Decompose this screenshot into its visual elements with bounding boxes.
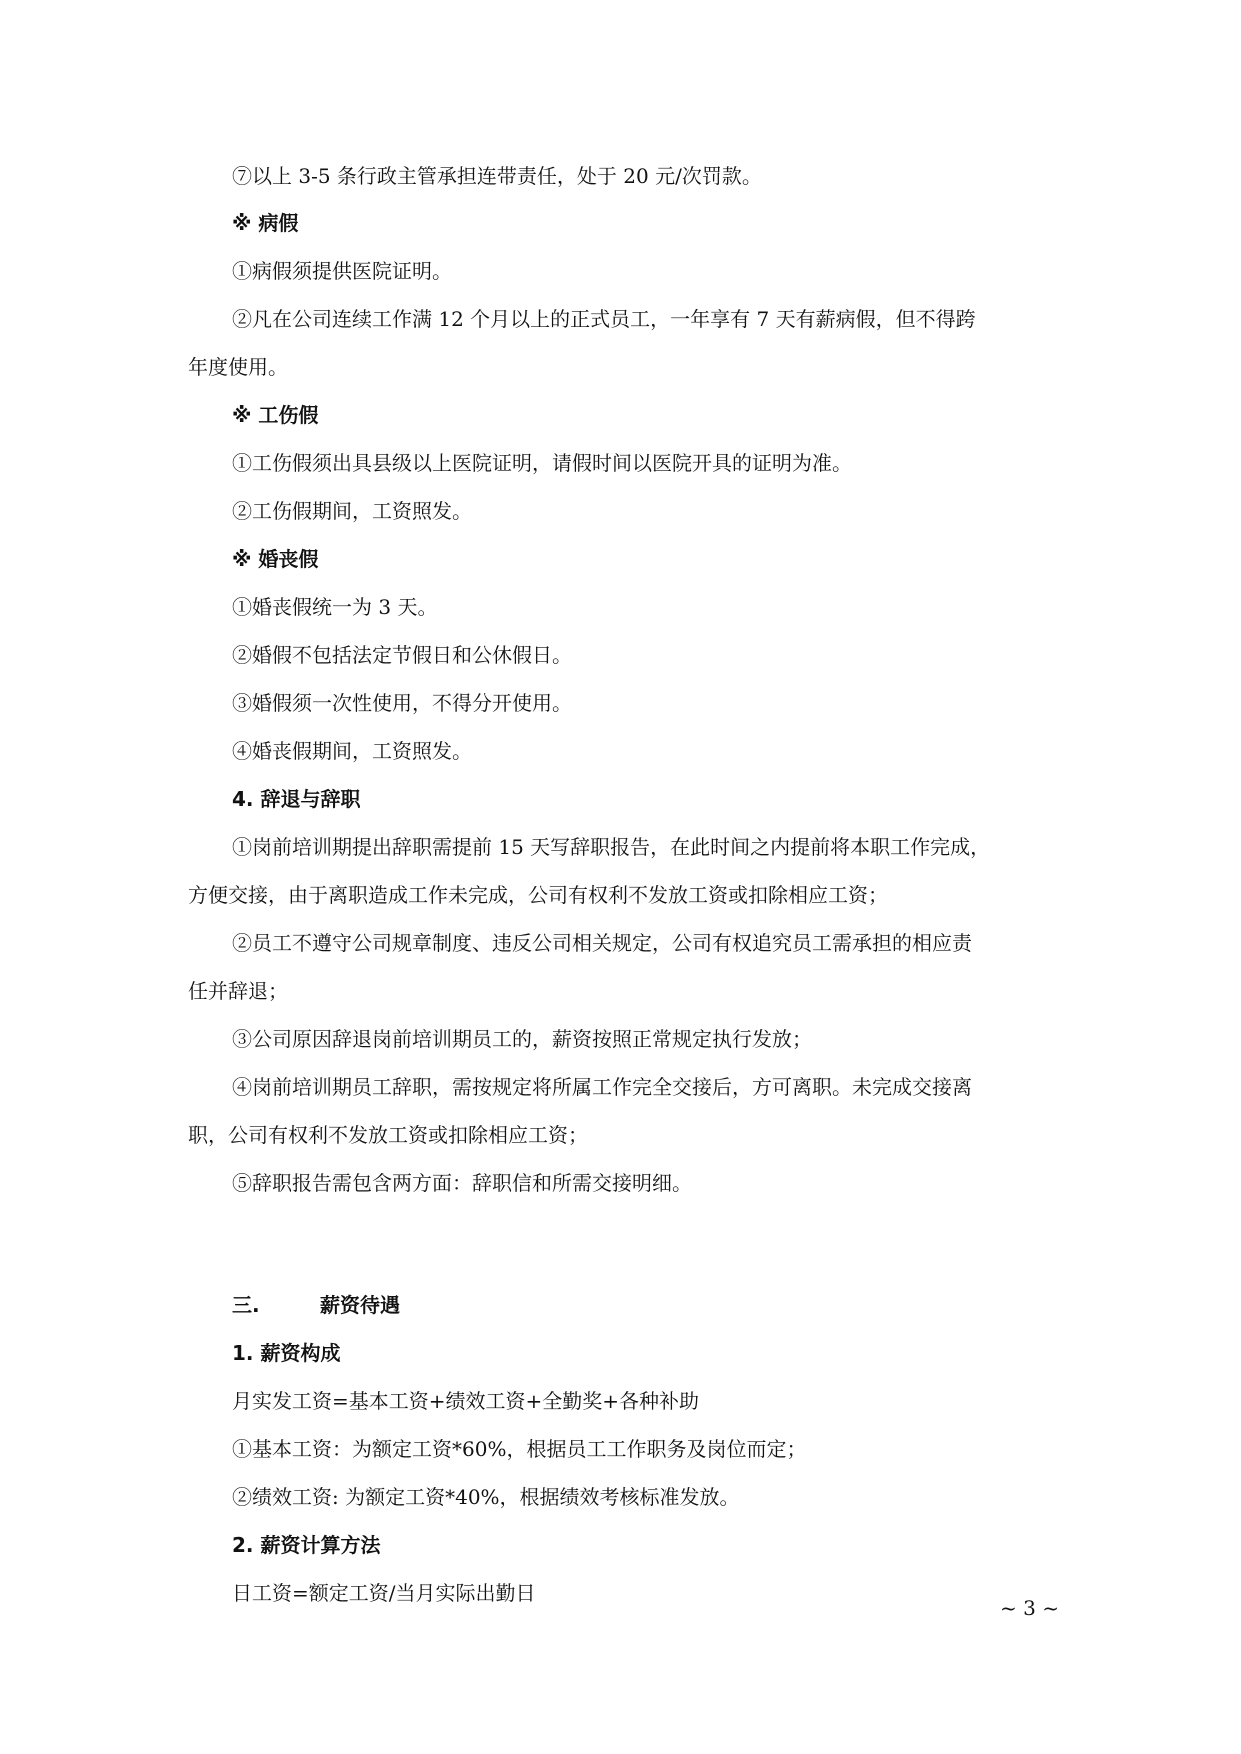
paragraph: 日工资=额定工资/当月实际出勤日 bbox=[232, 1581, 536, 1605]
paragraph: ②员工不遵守公司规章制度、违反公司相关规定，公司有权追究员工需承担的相应责 bbox=[232, 931, 972, 955]
paragraph: ①婚丧假统一为 3 天。 bbox=[232, 595, 438, 619]
paragraph: ④婚丧假期间，工资照发。 bbox=[232, 739, 472, 763]
heading-injury-leave: ※ 工伤假 bbox=[232, 403, 319, 427]
paragraph: ②婚假不包括法定节假日和公休假日。 bbox=[232, 643, 572, 667]
paragraph: ②绩效工资: 为额定工资*40%，根据绩效考核标准发放。 bbox=[232, 1485, 740, 1509]
paragraph-continuation: 职，公司有权利不发放工资或扣除相应工资； bbox=[188, 1123, 588, 1147]
paragraph: ③公司原因辞退岗前培训期员工的，薪资按照正常规定执行发放； bbox=[232, 1027, 812, 1051]
paragraph: ②工伤假期间，工资照发。 bbox=[232, 499, 472, 523]
paragraph: ①基本工资：为额定工资*60%，根据员工工作职务及岗位而定； bbox=[232, 1437, 807, 1461]
paragraph: 月实发工资=基本工资+绩效工资+全勤奖+各种补助 bbox=[232, 1389, 700, 1413]
page-number: ~ 3 ~ bbox=[1000, 1596, 1059, 1620]
heading-salary-calculation: 2. 薪资计算方法 bbox=[232, 1533, 381, 1557]
heading-salary-composition: 1. 薪资构成 bbox=[232, 1341, 341, 1365]
paragraph: ①岗前培训期提出辞职需提前 15 天写辞职报告，在此时间之内提前将本职工作完成， bbox=[232, 835, 991, 859]
heading-marriage-funeral-leave: ※ 婚丧假 bbox=[232, 547, 319, 571]
paragraph-continuation: 任并辞退； bbox=[188, 979, 288, 1003]
section-title: 薪资待遇 bbox=[320, 1293, 400, 1317]
heading-sick-leave: ※ 病假 bbox=[232, 211, 299, 235]
section-number: 三. bbox=[232, 1293, 260, 1317]
paragraph: ③婚假须一次性使用，不得分开使用。 bbox=[232, 691, 572, 715]
paragraph-continuation: 年度使用。 bbox=[188, 355, 288, 379]
heading-dismissal-resignation: 4. 辞退与辞职 bbox=[232, 787, 361, 811]
paragraph: ①病假须提供医院证明。 bbox=[232, 259, 452, 283]
paragraph: ①工伤假须出具县级以上医院证明，请假时间以医院开具的证明为准。 bbox=[232, 451, 852, 475]
paragraph: ②凡在公司连续工作满 12 个月以上的正式员工，一年享有 7 天有薪病假，但不得跨 bbox=[232, 307, 976, 331]
paragraph-continuation: 方便交接，由于离职造成工作未完成，公司有权利不发放工资或扣除相应工资； bbox=[188, 883, 888, 907]
paragraph: ④岗前培训期员工辞职，需按规定将所属工作完全交接后，方可离职。未完成交接离 bbox=[232, 1075, 972, 1099]
paragraph: ⑤辞职报告需包含两方面：辞职信和所需交接明细。 bbox=[232, 1171, 692, 1195]
paragraph: ⑦以上 3-5 条行政主管承担连带责任，处于 20 元/次罚款。 bbox=[232, 164, 762, 188]
